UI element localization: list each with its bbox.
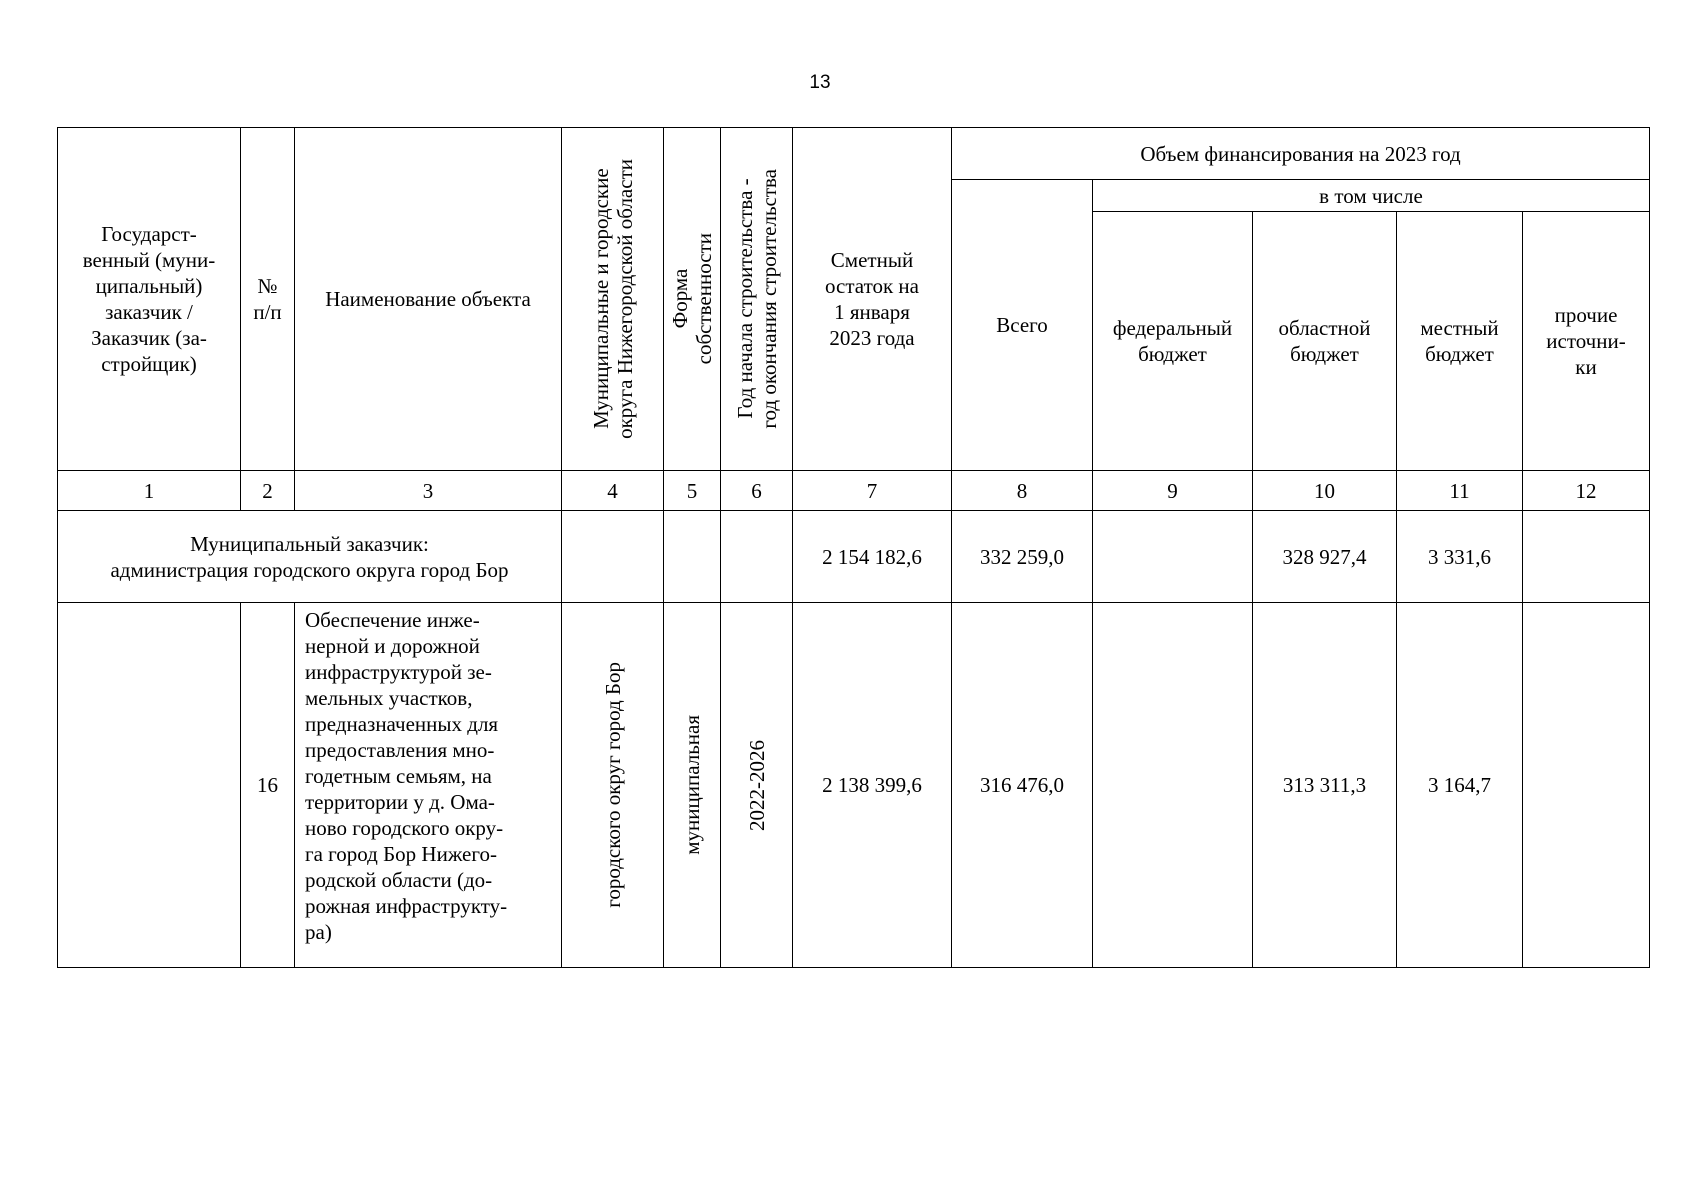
total-cell: 332 259,0 [952, 511, 1093, 603]
header-total: Всего [952, 180, 1093, 471]
other-cell [1523, 511, 1650, 603]
estimate-cell: 2 138 399,6 [793, 603, 952, 968]
local-cell: 3 331,6 [1397, 511, 1523, 603]
column-number: 10 [1253, 471, 1397, 511]
estimate-cell: 2 154 182,6 [793, 511, 952, 603]
header-years: Год начала строительства - год окончания строительства [721, 128, 793, 471]
federal-cell [1093, 603, 1253, 968]
column-numbers-row [58, 471, 1650, 511]
district-cell [562, 511, 664, 603]
column-number: 5 [664, 471, 721, 511]
federal-cell [1093, 511, 1253, 603]
ownership-cell: муниципальная [664, 603, 721, 968]
page-number: 13 [809, 72, 831, 93]
number-cell: 16 [241, 603, 295, 968]
years-cell: 2022-2026 [721, 603, 793, 968]
header-district: Муниципальные и городские округа Нижегородской области [562, 128, 664, 471]
table-row [58, 511, 1650, 603]
header-object-name: Наименование объекта [295, 128, 562, 471]
header-funding-group: Объем финансирования на 2023 год [952, 128, 1650, 180]
regional-cell: 328 927,4 [1253, 511, 1397, 603]
other-cell [1523, 603, 1650, 968]
header-customer: Государст- венный (муни- ципальный) заказчик / Заказчик (за- стройщик) [58, 128, 241, 471]
customer-cell: Муниципальный заказчик: администрация городского округа город Бор [58, 511, 562, 603]
ownership-cell [664, 511, 721, 603]
header-estimate: Сметный остаток на 1 января 2023 года [793, 128, 952, 471]
column-number: 3 [295, 471, 562, 511]
header-local: местный бюджет [1397, 212, 1523, 471]
column-number: 2 [241, 471, 295, 511]
years-cell [721, 511, 793, 603]
column-number: 1 [58, 471, 241, 511]
column-number: 4 [562, 471, 664, 511]
local-cell: 3 164,7 [1397, 603, 1523, 968]
header-including: в том числе [1093, 180, 1650, 212]
header-number: № п/п [241, 128, 295, 471]
total-cell: 316 476,0 [952, 603, 1093, 968]
regional-cell: 313 311,3 [1253, 603, 1397, 968]
column-number: 7 [793, 471, 952, 511]
column-number: 8 [952, 471, 1093, 511]
header-regional: областной бюджет [1253, 212, 1397, 471]
customer-cell [58, 603, 241, 968]
header-federal: федеральный бюджет [1093, 212, 1253, 471]
column-number: 12 [1523, 471, 1650, 511]
district-cell: городского округ город Бор [562, 603, 664, 968]
financing-table [57, 127, 1650, 968]
header-other: прочие источни- ки [1523, 212, 1650, 471]
object-name-cell: Обеспечение инже- нерной и дорожной инфраструктурой зе- мельных участков, предназначенных для предоставления мно- годетным семьям, на территории у д. Ома- ново городского окру- га город Бор Нижего- родской области (до- рожная инфраструкту- ра) [295, 603, 562, 968]
header-ownership: Форма собственности [664, 128, 721, 471]
column-number: 11 [1397, 471, 1523, 511]
column-number: 6 [721, 471, 793, 511]
table-row [58, 603, 1650, 968]
column-number: 9 [1093, 471, 1253, 511]
